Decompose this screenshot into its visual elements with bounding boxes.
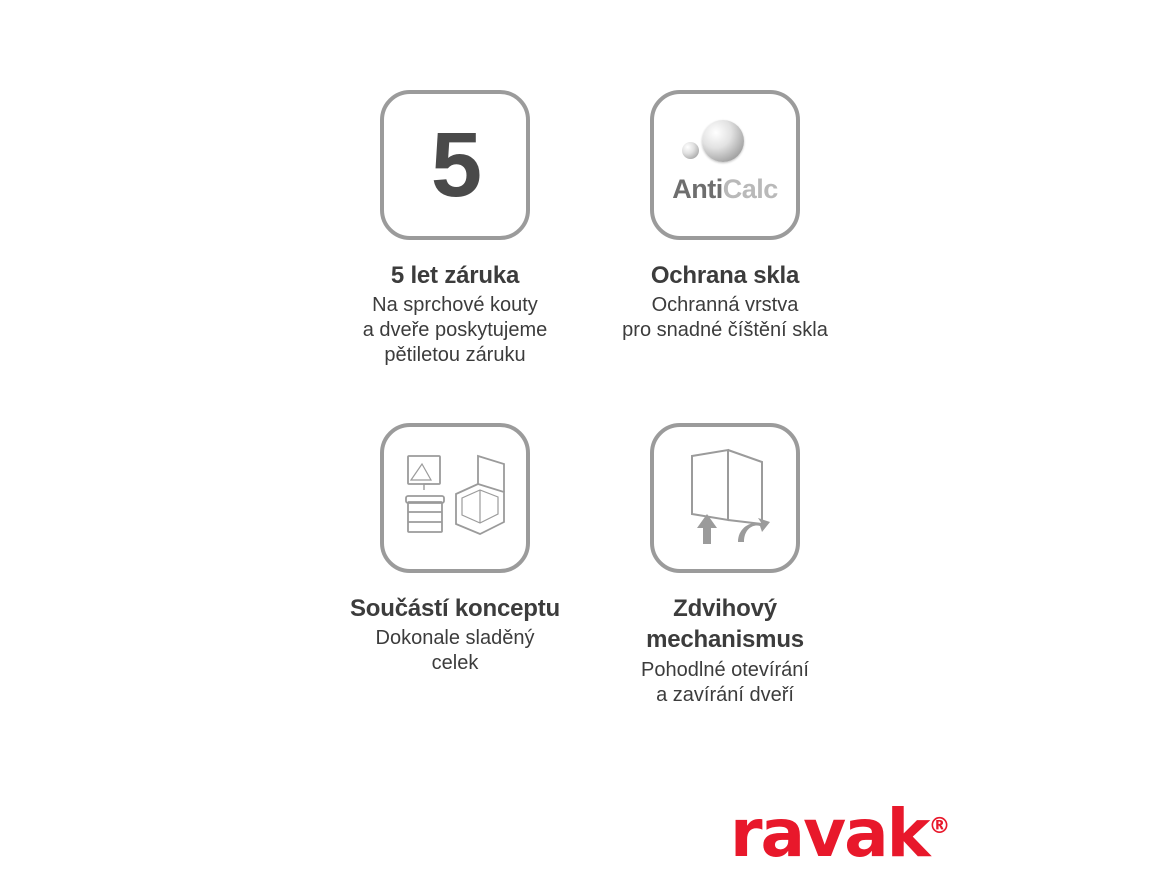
anticalc-wordmark-calc: Calc: [722, 174, 778, 204]
brand-logo-text: ravak: [730, 795, 929, 872]
anticalc-wordmark: [654, 174, 796, 205]
anticalc-glass-protection-icon: [650, 90, 800, 240]
lift-mechanism-door-icon: [650, 423, 800, 573]
feature-description: Dokonale sladěný celek: [375, 627, 535, 675]
brand-logo: [730, 795, 951, 872]
number-five-icon: [380, 90, 530, 240]
feature-title: Zdvihový mechanismus: [646, 595, 804, 654]
anticalc-graphic: [654, 94, 796, 236]
feature-title: 5 let záruka: [390, 262, 520, 289]
feature-lift-mechanism: [600, 423, 850, 707]
feature-warranty: [330, 90, 580, 368]
water-drop-small-icon: [682, 142, 699, 159]
feature-title: Ochrana skla: [650, 262, 800, 289]
feature-description: Pohodlné otevírání a zavírání dveří: [641, 658, 809, 706]
number-five-glyph: 5: [430, 114, 480, 216]
anticalc-wordmark-anti: Anti: [672, 174, 723, 204]
door-lift-graphic: [670, 448, 780, 548]
feature-description: Na sprchové kouty a dveře poskytujeme pětiletou záruku: [362, 294, 548, 367]
bathroom-furniture-graphic: [400, 450, 510, 546]
feature-description: Ochranná vrstva pro snadné číštění skla: [622, 294, 828, 342]
water-drop-large-icon: [702, 120, 744, 162]
feature-grid: [330, 90, 850, 708]
feature-glass-protection: [600, 90, 850, 368]
feature-title: Součástí konceptu: [350, 595, 560, 623]
brand-trademark-symbol: ®: [928, 814, 951, 839]
bathroom-concept-icon: [380, 423, 530, 573]
feature-concept: [330, 423, 580, 707]
